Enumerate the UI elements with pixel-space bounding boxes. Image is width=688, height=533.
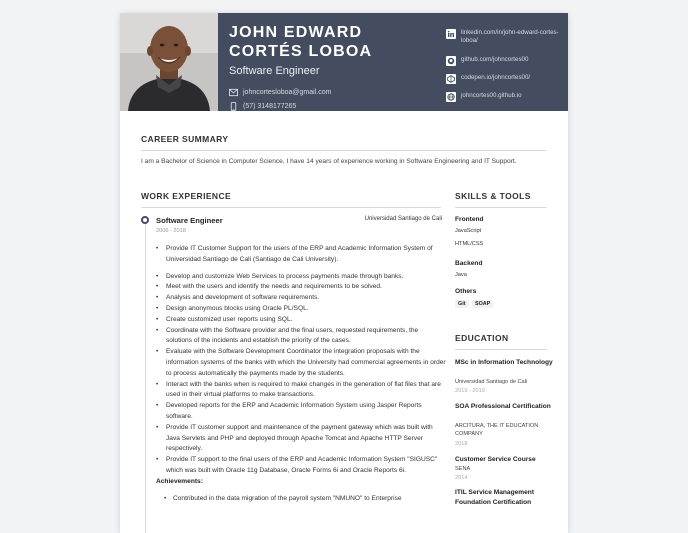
timeline-line <box>145 223 146 533</box>
job-title: Software Engineer <box>156 216 223 225</box>
education-degree: MSc in Information Technology <box>455 359 553 366</box>
linkedin-icon <box>446 29 456 39</box>
job-dates: 2006 - 2018 <box>156 228 186 234</box>
phone-text: (57) 3148177265 <box>243 103 297 110</box>
codepen-text: codepen.io/johncortes00/ <box>461 74 531 81</box>
github-text: github.com/johncortes00 <box>461 56 529 63</box>
education-school: Universidad Santiago de Cali <box>455 379 528 385</box>
education-degree: Customer Service Course <box>455 456 536 463</box>
linkedin-link[interactable] <box>446 29 564 45</box>
list-item: • Coordinate with the Software provider and the final users, requested requirements, the solutions of the incidents and establish the priority of the cases. <box>156 326 446 348</box>
website-link[interactable] <box>446 92 564 102</box>
resume-page <box>120 13 568 533</box>
resume-header <box>120 13 568 111</box>
job-duties-list <box>156 244 446 504</box>
candidate-name: JOHN EDWARD CORTÉS LOBOA <box>229 24 373 60</box>
list-item: • Meet with the users and identify the needs and requirements to be solved. <box>156 282 446 293</box>
experience-divider <box>141 207 441 208</box>
education-year: 2014 <box>455 475 468 481</box>
profile-photo <box>120 13 218 111</box>
summary-divider <box>141 150 546 151</box>
list-item: • Contributed in the data migration of the payroll system "NMUNO" to Enterprise <box>156 494 446 505</box>
skill-tag: SOAP <box>472 300 493 308</box>
job-organization: Universidad Santiago de Cali <box>364 216 442 222</box>
list-item: • Provide IT customer support and maintenance of the payment gateway which was built with Java Servlets and PHP and deployed through Apache Tomcat and Apache HTTP Server respectively. <box>156 423 446 455</box>
github-icon <box>446 56 456 66</box>
list-item: • Provide IT Customer Support for the users of the ERP and Academic Information System of Universidad Santiago de Cali (Santiago de Cali University). <box>156 244 446 266</box>
skill-item: HTML/CSS <box>455 241 484 247</box>
globe-icon <box>446 92 456 102</box>
frontend-label: Frontend <box>455 216 484 223</box>
codepen-link[interactable] <box>446 74 564 84</box>
others-label: Others <box>455 288 477 295</box>
list-item: • Evaluate with the Software Development Coordinator the integration proposals with the information systems of the banks with which the University had commercial agreements in order to process automatically the payments made by the students. <box>156 347 446 379</box>
website-text: johncortes00.github.io <box>461 92 522 99</box>
skill-item: Java <box>455 272 467 278</box>
list-item: • Developed reports for the ERP and Academic Information System using Jasper Reports software. <box>156 401 446 423</box>
education-year: 2018 <box>455 441 468 447</box>
mail-icon <box>229 88 238 97</box>
candidate-title: Software Engineer <box>229 65 320 77</box>
timeline-dot <box>141 216 149 224</box>
list-item: • Develop and customize Web Services to process payments made through banks. <box>156 272 446 283</box>
list-item: • Design anonymous blocks using Oracle PL/SQL. <box>156 304 446 315</box>
codepen-icon <box>446 74 456 84</box>
backend-label: Backend <box>455 260 483 267</box>
email-contact[interactable] <box>229 88 331 97</box>
education-heading: EDUCATION <box>455 333 509 343</box>
skill-tag: Git <box>455 300 469 308</box>
education-divider <box>455 349 547 350</box>
list-item: • Interact with the banks when is required to make changes in the generation of flat files that are used in their virtual platforms to make transactions. <box>156 380 446 402</box>
education-school: SENA <box>455 466 471 472</box>
education-degree: ITIL Service Management Foundation Certification <box>455 489 535 506</box>
list-item: • Analysis and development of software requirements. <box>156 293 446 304</box>
github-link[interactable] <box>446 56 564 66</box>
list-item: • Provide IT support to the final users of the ERP and Academic Information System "SIGUSC" which was built with Oracle 11g Database, Oracle Forms 6i and Oracle Reports 6i. <box>156 455 446 477</box>
linkedin-text: linkedin.com/in/john-edward-cortes-loboa/ <box>461 29 559 44</box>
work-experience-heading: WORK EXPERIENCE <box>141 191 232 201</box>
list-item: • Create customized user reports using SQL. <box>156 315 446 326</box>
education-degree: SOA Professional Certification <box>455 403 551 410</box>
skills-divider <box>455 207 547 208</box>
education-year: 2019 - 2019 <box>455 388 485 394</box>
career-summary-text: I am a Bachelor of Science in Computer Science, I have 14 years of experience working in Software Engineering and IT Support. <box>141 158 517 165</box>
email-text: johncortesloboa@gmail.com <box>243 89 332 96</box>
phone-contact[interactable] <box>229 102 296 111</box>
skill-item: JavaScript <box>455 228 482 234</box>
skills-heading: SKILLS & TOOLS <box>455 191 531 201</box>
education-school: ARCITURA, THE IT EDUCATION COMPANY <box>455 423 539 437</box>
career-summary-heading: CAREER SUMMARY <box>141 134 229 144</box>
achievements-label: Achievements: <box>156 477 203 485</box>
phone-icon <box>229 102 238 111</box>
